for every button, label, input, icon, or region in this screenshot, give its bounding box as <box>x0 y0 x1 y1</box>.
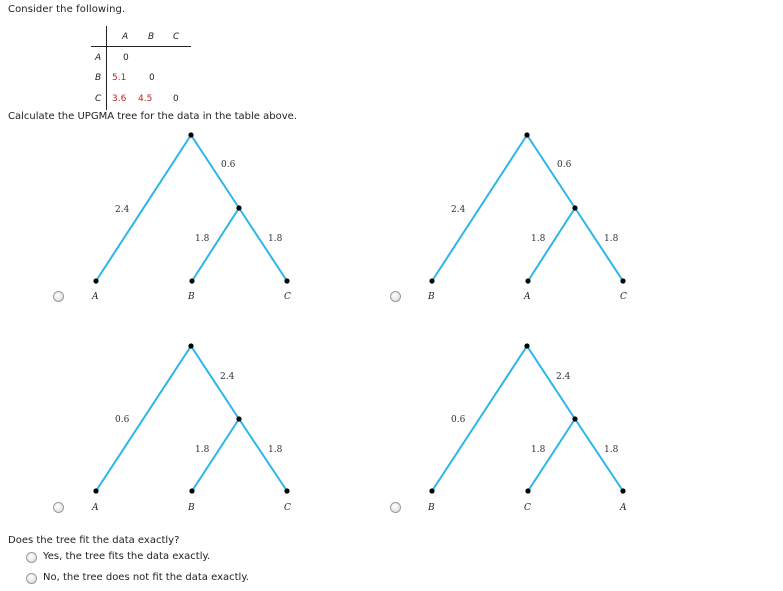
tree-4-leaf-node-2 <box>525 488 530 493</box>
tree-4-leaf-node-1 <box>429 488 434 493</box>
tree-4-left-length: 1.8 <box>531 445 546 455</box>
tree-3-top-length: 2.4 <box>220 372 235 382</box>
tree-4-right-branch <box>575 419 623 491</box>
tree-1-long-length: 2.4 <box>115 205 130 215</box>
tree-1-leaf-label-2: B <box>188 292 195 302</box>
tree-2-top-length: 0.6 <box>557 160 572 170</box>
tree-3-leaf-label-2: B <box>188 503 195 513</box>
tree-2-long-length: 2.4 <box>451 205 466 215</box>
tree-4-top-branch <box>527 346 575 419</box>
tree-3-left-length: 1.8 <box>195 445 210 455</box>
prompt-text: Consider the following. <box>8 4 126 15</box>
tree-2-leaf-label-2: A <box>524 292 531 302</box>
cell-c-a: 3.6 <box>112 94 127 104</box>
cell-c-b: 4.5 <box>138 94 153 104</box>
fit-question: Does the tree fit the data exactly? <box>8 535 180 546</box>
tree-1-left-length: 1.8 <box>195 234 210 244</box>
tree-2-right-length: 1.8 <box>604 234 619 244</box>
tree-2-leaf-label-3: C <box>620 292 627 302</box>
tree-4-long-branch <box>432 346 527 491</box>
tree-4-internal-node <box>572 416 577 421</box>
tree-4-right-length: 1.8 <box>604 445 619 455</box>
row-header-b: B <box>95 73 102 83</box>
tree-4-top-length: 2.4 <box>556 372 571 382</box>
cell-b-b: 0 <box>149 73 155 83</box>
tree-1-top-length: 0.6 <box>221 160 236 170</box>
tree-3-right-length: 1.8 <box>268 445 283 455</box>
tree-4-leaf-label-2: C <box>524 503 531 513</box>
cell-c-c: 0 <box>173 94 179 104</box>
tree-4-long-length: 0.6 <box>451 415 466 425</box>
row-header-a: A <box>95 53 102 63</box>
tree-4-root-node <box>524 343 529 348</box>
tree-3-long-length: 0.6 <box>115 415 130 425</box>
fit-yes-radio[interactable] <box>26 552 37 563</box>
cell-b-a: 5.1 <box>112 73 127 83</box>
question-text: Calculate the UPGMA tree for the data in the table above. <box>8 111 297 122</box>
tree-3-leaf-label-1: A <box>92 503 99 513</box>
col-header-b: B <box>148 32 155 42</box>
fit-no-radio[interactable] <box>26 573 37 584</box>
col-header-a: A <box>122 32 129 42</box>
tree-2-left-length: 1.8 <box>531 234 546 244</box>
tree-4-leaf-label-1: B <box>428 503 435 513</box>
col-header-c: C <box>173 32 180 42</box>
tree-1-right-length: 1.8 <box>268 234 283 244</box>
tree-2-leaf-label-1: B <box>428 292 435 302</box>
tree-4-left-branch <box>528 419 575 491</box>
row-header-c: C <box>95 94 102 104</box>
tree-1-leaf-label-1: A <box>92 292 99 302</box>
tree-3-leaf-label-3: C <box>284 503 291 513</box>
cell-a-a: 0 <box>123 53 129 63</box>
tree-4-leaf-label-3: A <box>620 503 627 513</box>
fit-no-label[interactable]: No, the tree does not fit the data exactly. <box>43 572 249 583</box>
fit-yes-label[interactable]: Yes, the tree fits the data exactly. <box>43 551 211 562</box>
tree-1-leaf-label-3: C <box>284 292 291 302</box>
tree-4-leaf-node-3 <box>620 488 625 493</box>
